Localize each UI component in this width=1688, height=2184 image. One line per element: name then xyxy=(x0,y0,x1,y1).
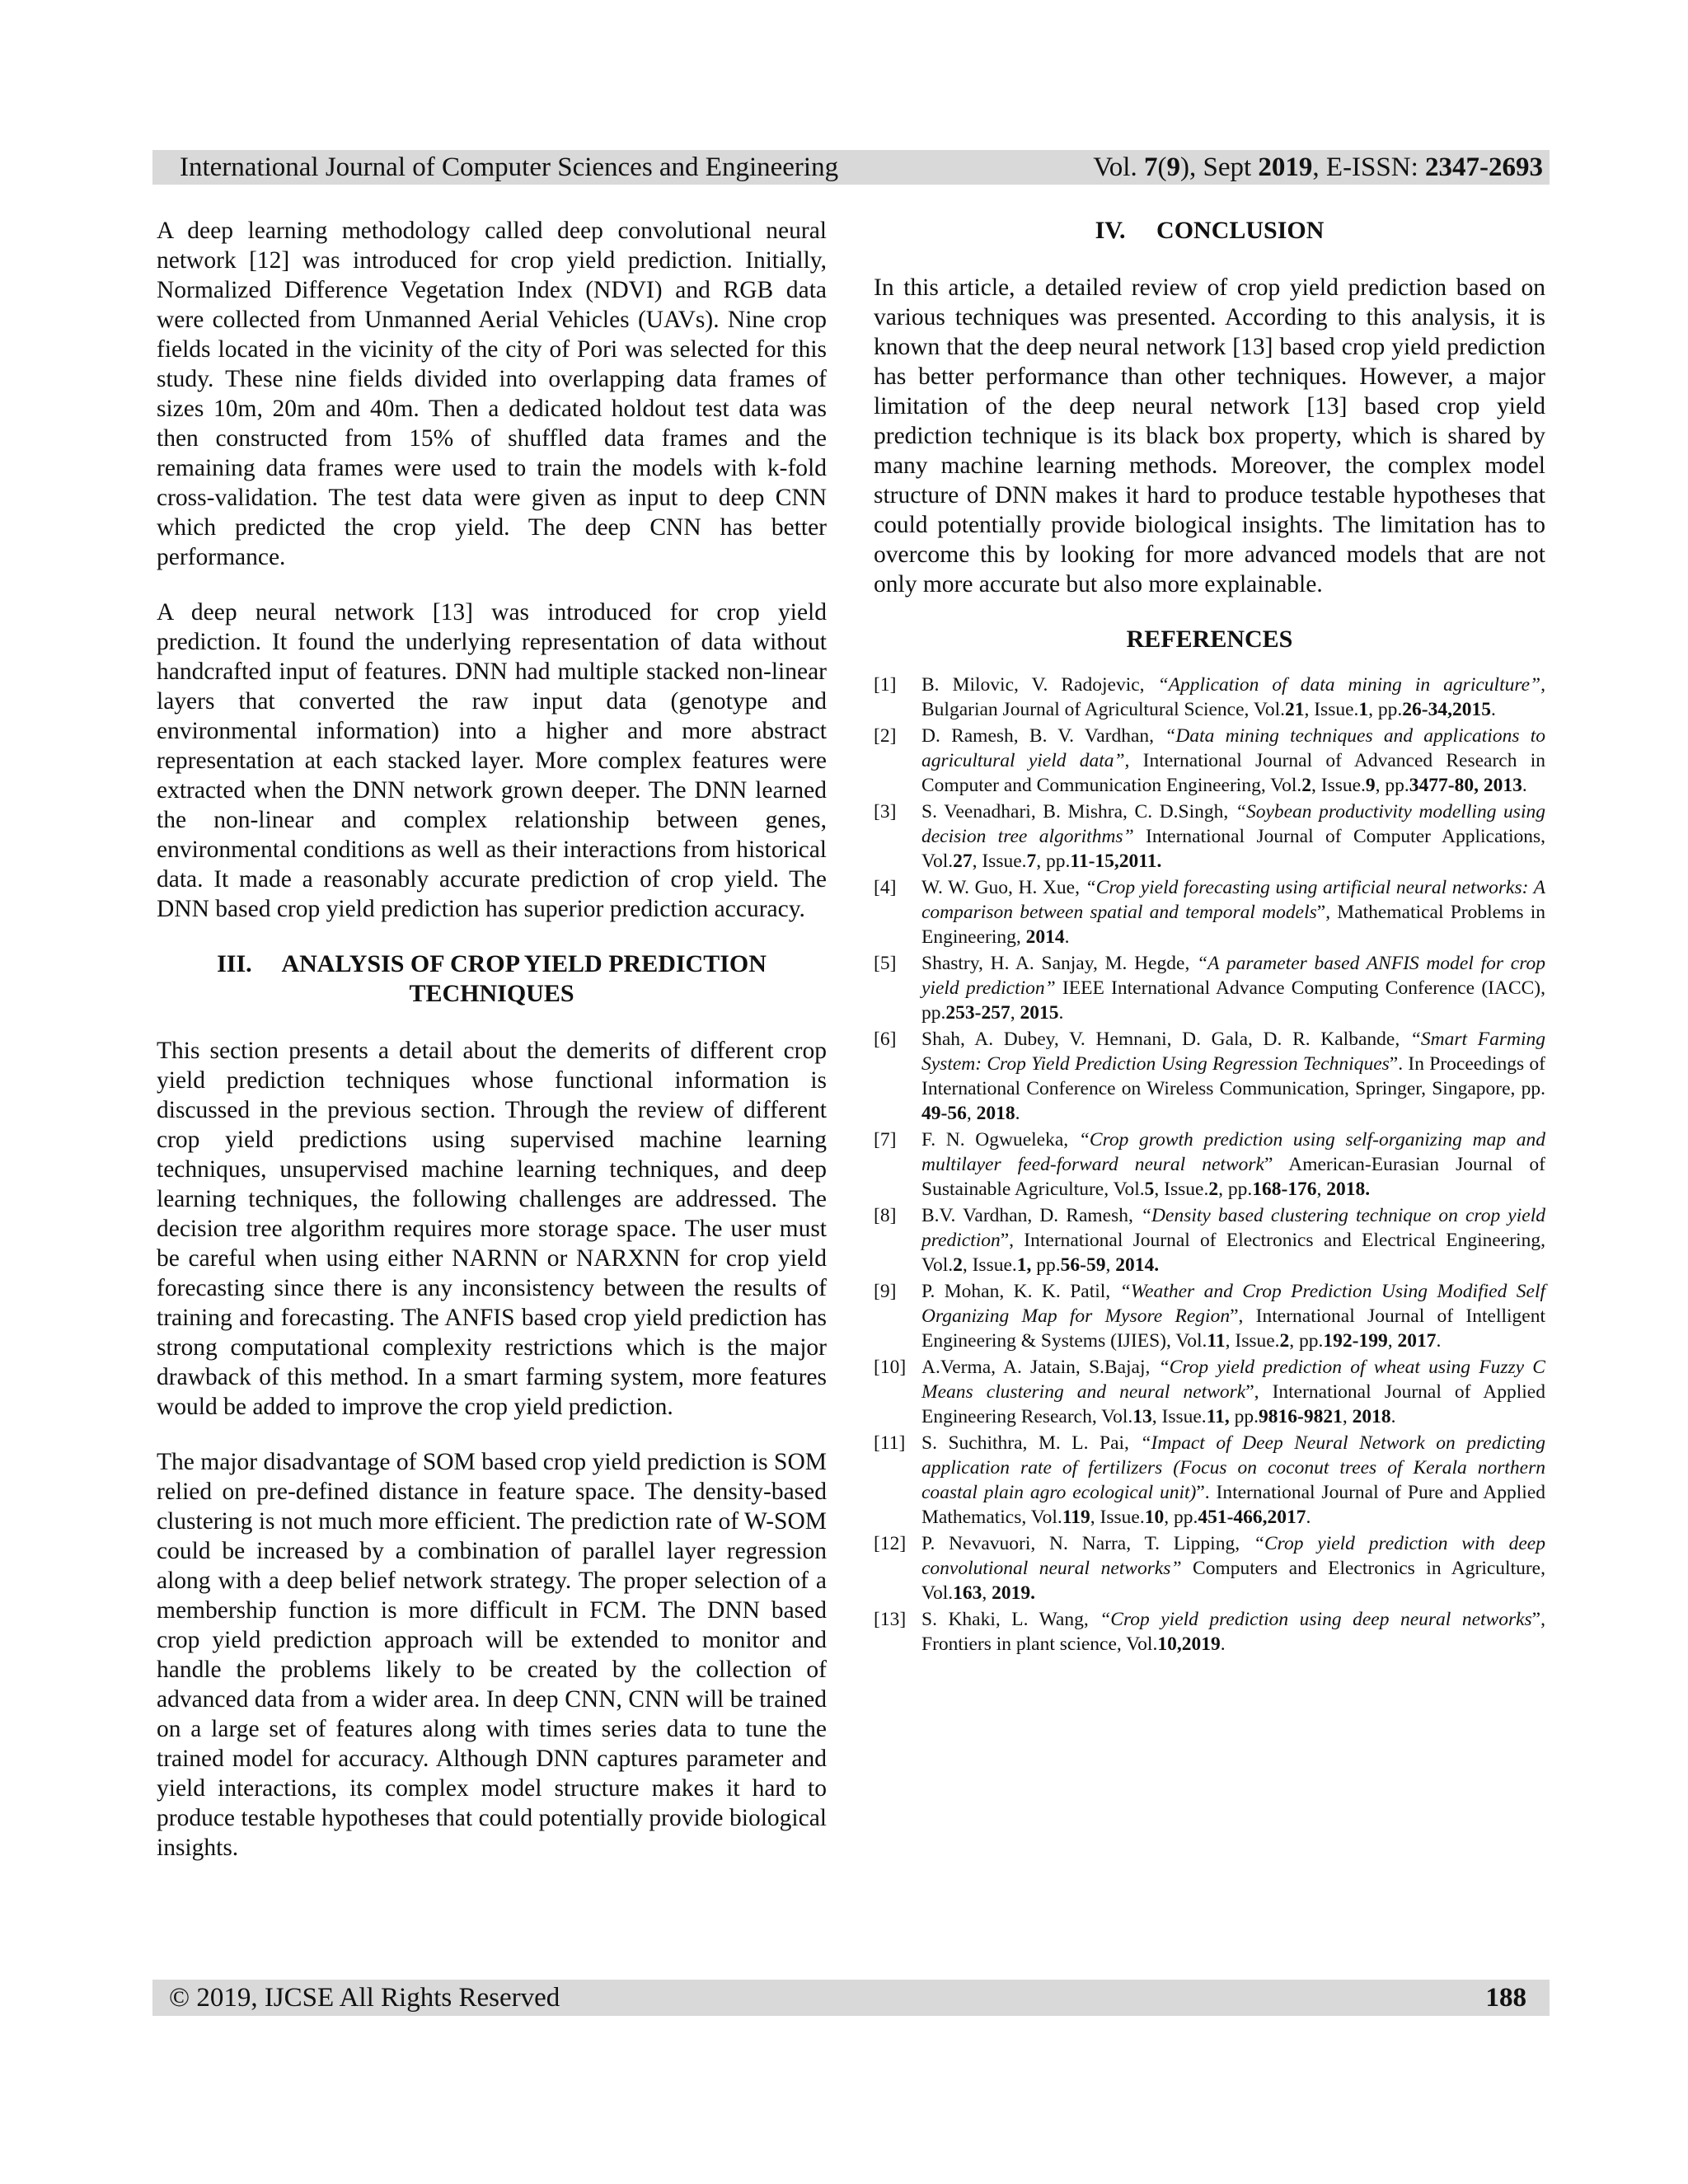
reference-segment: 7 xyxy=(1026,851,1037,872)
reference-segment: , xyxy=(1342,1406,1353,1427)
reference-segment: , pp. xyxy=(1036,851,1071,872)
reference-segment: “Crop growth prediction using self-organizing map and multilayer feed-forward neural network xyxy=(921,1129,1546,1175)
reference-segment: B.V. Vardhan, D. Ramesh, xyxy=(921,1205,1141,1226)
reference-segment: 13 xyxy=(1132,1406,1152,1427)
reference-text xyxy=(921,1431,1545,1530)
reference-segment: 9 xyxy=(1365,775,1376,796)
reference-segment: 2015 xyxy=(1020,1002,1059,1024)
reference-segment: 451-466,2017 xyxy=(1198,1507,1306,1528)
reference-segment: . xyxy=(1015,1103,1020,1124)
reference-item xyxy=(874,673,1545,722)
reference-number: [12] xyxy=(874,1533,907,1554)
reference-segment: pp. xyxy=(1031,1254,1061,1276)
reference-text xyxy=(921,1127,1545,1202)
reference-segment: , Issue. xyxy=(972,851,1027,872)
reference-number: [9] xyxy=(874,1281,897,1302)
reference-segment: . xyxy=(1490,699,1496,720)
reference-number: [7] xyxy=(874,1129,897,1151)
reference-number: [1] xyxy=(874,674,897,696)
reference-segment: 2 xyxy=(953,1254,963,1276)
reference-segment: . xyxy=(1522,775,1527,796)
reference-segment: 192-199 xyxy=(1323,1330,1388,1352)
page-footer xyxy=(152,1980,1550,2016)
reference-segment: Shastry, H. A. Sanjay, M. Hegde, xyxy=(921,953,1198,974)
reference-segment: , pp. xyxy=(1218,1179,1253,1200)
reference-segment: 253-257 xyxy=(945,1002,1010,1024)
reference-segment: , pp. xyxy=(1368,699,1403,720)
reference-segment: . xyxy=(1306,1507,1311,1528)
reference-segment: 1 xyxy=(1358,699,1369,720)
reference-text xyxy=(921,799,1545,874)
reference-segment: pp. xyxy=(1229,1406,1259,1427)
paragraph-demerits: This section presents a detail about the demerits of different crop yield prediction techniques whose functional information is discussed in the previous section. Through the review of different crop yield predictions using supervised machine learning techniques, unsupervised machine learning techniques, and deep learning techniques, the following challenges are addressed. The decision tree algorithm requires more storage space. The user must be careful when using either NARNN or NARXNN for crop yield forecasting since there is any inconsistency between the results of training and forecasting. The ANFIS based crop yield prediction has strong computational complexity restrictions which is the major drawback of this method. In a smart farming system, more features would be added to improve the crop yield prediction. xyxy=(157,1038,827,1420)
reference-segment: 49-56 xyxy=(921,1103,967,1124)
reference-segment: 11, xyxy=(1206,1406,1230,1427)
reference-segment: 2017 xyxy=(1397,1330,1437,1352)
reference-segment: W. W. Guo, H. Xue, xyxy=(921,877,1085,898)
reference-segment: ”, International Journal of Applied Engineering Research, Vol. xyxy=(921,1381,1545,1427)
reference-number: [5] xyxy=(874,953,897,974)
references-heading: REFERENCES xyxy=(1126,626,1293,653)
reference-text xyxy=(921,1355,1545,1429)
reference-segment: 10,2019 xyxy=(1157,1633,1221,1655)
reference-item xyxy=(874,1531,1545,1605)
reference-segment: , xyxy=(982,1582,992,1604)
reference-item xyxy=(874,799,1545,874)
reference-segment: , Issue. xyxy=(962,1254,1017,1276)
reference-segment: IEEE International Advance Computing Conference (IACC), pp. xyxy=(921,977,1545,1024)
section-heading-analysis: III. ANALYSIS OF CROP YIELD PREDICTION TECHNIQUES xyxy=(217,950,767,1007)
reference-number: [11] xyxy=(874,1432,906,1454)
reference-segment: 3477-80, 2013 xyxy=(1409,775,1522,796)
reference-item xyxy=(874,1355,1545,1429)
reference-segment: 2 xyxy=(1301,775,1311,796)
copyright-text: © 2019, IJCSE All Rights Reserved xyxy=(169,1983,560,2013)
reference-segment: ”, Frontiers in plant science, Vol. xyxy=(921,1609,1545,1655)
reference-text xyxy=(921,1279,1545,1353)
reference-segment: . xyxy=(1436,1330,1442,1352)
reference-segment: 10 xyxy=(1144,1507,1165,1528)
paragraph-conclusion: In this article, a detailed review of crop yield prediction based on various techniques was presented. According to this analysis, it is known that the deep neural network [13] based crop yield prediction has better performance than other techniques. However, a major limitation of the deep neural network [13] based crop yield prediction technique is its black box property, which is shared by many machine learning methods. Moreover, the complex model structure of DNN makes it hard to produce testable hypotheses that could potentially provide biological insights. The limitation has to overcome this by looking for more advanced models that are not only more accurate but also more explainable. xyxy=(874,274,1545,598)
reference-segment: , pp. xyxy=(1289,1330,1324,1352)
reference-segment: 5 xyxy=(1144,1179,1155,1200)
reference-segment: International Journal of Computer Applications, Vol. xyxy=(921,826,1545,872)
reference-text xyxy=(921,724,1545,798)
reference-text xyxy=(921,951,1545,1025)
reference-number: [3] xyxy=(874,801,897,823)
reference-item xyxy=(874,1027,1545,1126)
reference-segment: , xyxy=(1316,1179,1327,1200)
reference-item xyxy=(874,1203,1545,1277)
reference-segment: 26-34,2015 xyxy=(1402,699,1491,720)
reference-segment: B. Milovic, V. Radojevic, xyxy=(921,674,1158,696)
reference-segment: S. Veenadhari, B. Mishra, C. D.Singh, xyxy=(921,801,1236,823)
reference-item xyxy=(874,1607,1545,1657)
reference-segment: . xyxy=(1220,1633,1226,1655)
reference-segment: “Soybean productivity modelling using decision tree algorithms” xyxy=(921,801,1545,847)
reference-segment: “Crop yield prediction with deep convolutional neural networks” xyxy=(921,1533,1545,1579)
reference-segment: , xyxy=(1105,1254,1116,1276)
reference-segment: . xyxy=(1390,1406,1396,1427)
reference-item xyxy=(874,724,1545,798)
reference-number: [6] xyxy=(874,1029,897,1050)
reference-segment: “Impact of Deep Neural Network on predicting application rate of fertilizers (Focus on coconut trees of Kerala northern coastal plain agro ecological unit) xyxy=(921,1432,1545,1503)
reference-text xyxy=(921,1027,1545,1126)
reference-item xyxy=(874,951,1545,1025)
paragraph-dnn: A deep neural network [13] was introduced for crop yield prediction. It found the underlying representation of data without handcrafted input of features. DNN had multiple stacked non-linear layers that converted the raw input data (genotype and environmental information) into a higher and more abstract representation at each stacked layer. More complex features were extracted when the DNN network grown deeper. The DNN learned the non-linear and complex relationship between genes, environmental conditions as well as their interactions from historical data. It made a reasonably accurate prediction of crop yield. The DNN based crop yield prediction has superior prediction accuracy. xyxy=(157,599,827,922)
reference-segment: 1, xyxy=(1016,1254,1032,1276)
reference-segment: “Smart Farming System: Crop Yield Prediction Using Regression Techniques xyxy=(921,1029,1545,1075)
reference-text xyxy=(921,1531,1545,1605)
reference-segment: “Application of data mining in agriculture”, xyxy=(1157,674,1545,696)
reference-segment: 2 xyxy=(1279,1330,1290,1352)
reference-segment: ”. International Journal of Pure and Applied Mathematics, Vol. xyxy=(921,1482,1545,1528)
reference-segment: F. N. Ogwueleka, xyxy=(921,1129,1079,1151)
reference-text xyxy=(921,875,1545,949)
reference-segment: 2018. xyxy=(1326,1179,1371,1200)
reference-segment: “Data mining techniques and applications to agricultural yield data”, xyxy=(921,725,1545,771)
reference-segment: 2014. xyxy=(1115,1254,1160,1276)
reference-segment: ”. In Proceedings of International Conference on Wireless Communication, Springer, Singapore, pp. xyxy=(921,1053,1545,1099)
reference-item xyxy=(874,1279,1545,1353)
reference-text xyxy=(921,1203,1545,1277)
reference-segment: 27 xyxy=(953,851,973,872)
reference-segment: , Issue. xyxy=(1151,1406,1207,1427)
reference-segment: 119 xyxy=(1062,1507,1090,1528)
reference-text xyxy=(921,1607,1545,1657)
reference-segment: 2 xyxy=(1208,1179,1219,1200)
reference-segment: , xyxy=(1387,1330,1398,1352)
reference-segment: A.Verma, A. Jatain, S.Bajaj, xyxy=(921,1357,1159,1378)
reference-segment: 2018 xyxy=(976,1103,1015,1124)
right-column xyxy=(874,216,1545,1658)
reference-segment: Computers and Electronics in Agriculture, Vol. xyxy=(921,1558,1545,1604)
reference-segment: Bulgarian Journal of Agricultural Science, Vol. xyxy=(921,699,1285,720)
page-number: 188 xyxy=(1485,1983,1526,2013)
reference-segment: D. Ramesh, B. V. Vardhan, xyxy=(921,725,1165,747)
reference-segment: , Issue. xyxy=(1225,1330,1280,1352)
reference-segment: 2019. xyxy=(992,1582,1035,1604)
reference-segment: , Issue. xyxy=(1311,775,1366,796)
reference-segment: , xyxy=(966,1103,977,1124)
reference-segment: 9816-9821 xyxy=(1259,1406,1343,1427)
reference-segment: , pp. xyxy=(1375,775,1409,796)
reference-segment: S. Khaki, L. Wang, xyxy=(921,1609,1100,1630)
reference-segment: , xyxy=(1010,1002,1020,1024)
reference-segment: 11-15,2011. xyxy=(1070,851,1162,872)
reference-segment: ”, International Journal of Intelligent Engineering & Systems (IJIES), Vol. xyxy=(921,1305,1545,1352)
reference-segment: “A parameter based ANFIS model for crop yield prediction” xyxy=(921,953,1545,999)
reference-segment: 2018 xyxy=(1352,1406,1391,1427)
journal-title: International Journal of Computer Sciences and Engineering xyxy=(180,152,839,182)
reference-segment: , Issue. xyxy=(1304,699,1359,720)
reference-number: [13] xyxy=(874,1609,907,1630)
reference-segment: “Weather and Crop Prediction Using Modified Self Organizing Map for Mysore Region xyxy=(921,1281,1545,1327)
reference-segment: “Crop yield prediction using deep neural networks xyxy=(1100,1609,1532,1630)
reference-segment: ” American-Eurasian Journal of Sustainable Agriculture, Vol. xyxy=(921,1154,1546,1200)
reference-number: [2] xyxy=(874,725,897,747)
volume-info: Vol. 7(9), Sept 2019, E-ISSN: 2347-2693 xyxy=(1093,152,1543,182)
reference-segment: , Issue. xyxy=(1090,1507,1145,1528)
running-header xyxy=(152,150,1550,185)
reference-segment: International Journal of Advanced Research in Computer and Communication Engineering, Vol. xyxy=(921,750,1545,796)
reference-segment: S. Suchithra, M. L. Pai, xyxy=(921,1432,1141,1454)
reference-segment: ”, International Journal of Electronics and Electrical Engineering, Vol. xyxy=(921,1230,1545,1276)
reference-segment: . xyxy=(1058,1002,1064,1024)
reference-segment: 163 xyxy=(953,1582,982,1604)
left-column xyxy=(157,216,827,1888)
paragraph-disadvantages: The major disadvantage of SOM based crop yield prediction is SOM relied on pre-defined distance in feature space. The density-based clustering is not much more efficient. The prediction rate of W-SOM could be increased by a combination of parallel layer regression along with a deep belief network strategy. The proper selection of a membership function is more difficult in FCM. The DNN based crop yield prediction approach will be extended to monitor and handle the problems likely to be created by the collection of advanced data from a wider area. In deep CNN, CNN will be trained on a large set of features along with times series data to tune the trained model for accuracy. Although DNN captures parameter and yield interactions, its complex model structure makes it hard to produce testable hypotheses that could potentially provide biological insights. xyxy=(157,1449,827,1861)
paragraph-deep-cnn: A deep learning methodology called deep convolutional neural network [12] was introduced for crop yield prediction. Initially, Normalized Difference Vegetation Index (NDVI) and RGB data were collected from Unmanned Aerial Vehicles (UAVs). Nine crop fields located in the vicinity of the city of Pori was selected for this study. These nine fields divided into overlapping data frames of sizes 10m, 20m and 40m. Then a dedicated holdout test data was then constructed from 15% of shuffled data frames and the remaining data frames were used to train the models with k-fold cross-validation. The test data were given as input to deep CNN which predicted the crop yield. The deep CNN has better performance. xyxy=(157,218,827,570)
reference-segment: 2014 xyxy=(1025,926,1065,948)
reference-segment: P. Mohan, K. K. Patil, xyxy=(921,1281,1120,1302)
reference-segment: 21 xyxy=(1284,699,1305,720)
reference-number: [10] xyxy=(874,1357,907,1378)
reference-segment: “Crop yield forecasting using artificial neural networks: A comparison between spatial and temporal models xyxy=(921,877,1545,923)
reference-text xyxy=(921,673,1545,722)
reference-list xyxy=(874,673,1545,1657)
reference-segment: “Density based clustering technique on crop yield prediction xyxy=(921,1205,1545,1251)
reference-item xyxy=(874,1431,1545,1530)
reference-number: [8] xyxy=(874,1205,897,1226)
reference-segment: 11 xyxy=(1207,1330,1226,1352)
reference-number: [4] xyxy=(874,877,897,898)
reference-segment: 168-176 xyxy=(1252,1179,1317,1200)
reference-segment: ”, Mathematical Problems in Engineering, xyxy=(921,902,1545,948)
reference-segment: P. Nevavuori, N. Narra, T. Lipping, xyxy=(921,1533,1254,1554)
reference-segment: . xyxy=(1064,926,1070,948)
reference-segment: Shah, A. Dubey, V. Hemnani, D. Gala, D. R. Kalbande, xyxy=(921,1029,1410,1050)
section-heading-conclusion: IV. CONCLUSION xyxy=(1095,217,1325,244)
reference-segment: “Crop yield prediction of wheat using Fuzzy C Means clustering and neural network xyxy=(921,1357,1545,1403)
reference-segment: , Issue. xyxy=(1154,1179,1209,1200)
reference-item xyxy=(874,875,1545,949)
reference-segment: , pp. xyxy=(1164,1507,1198,1528)
reference-segment: 56-59 xyxy=(1060,1254,1106,1276)
reference-item xyxy=(874,1127,1545,1202)
